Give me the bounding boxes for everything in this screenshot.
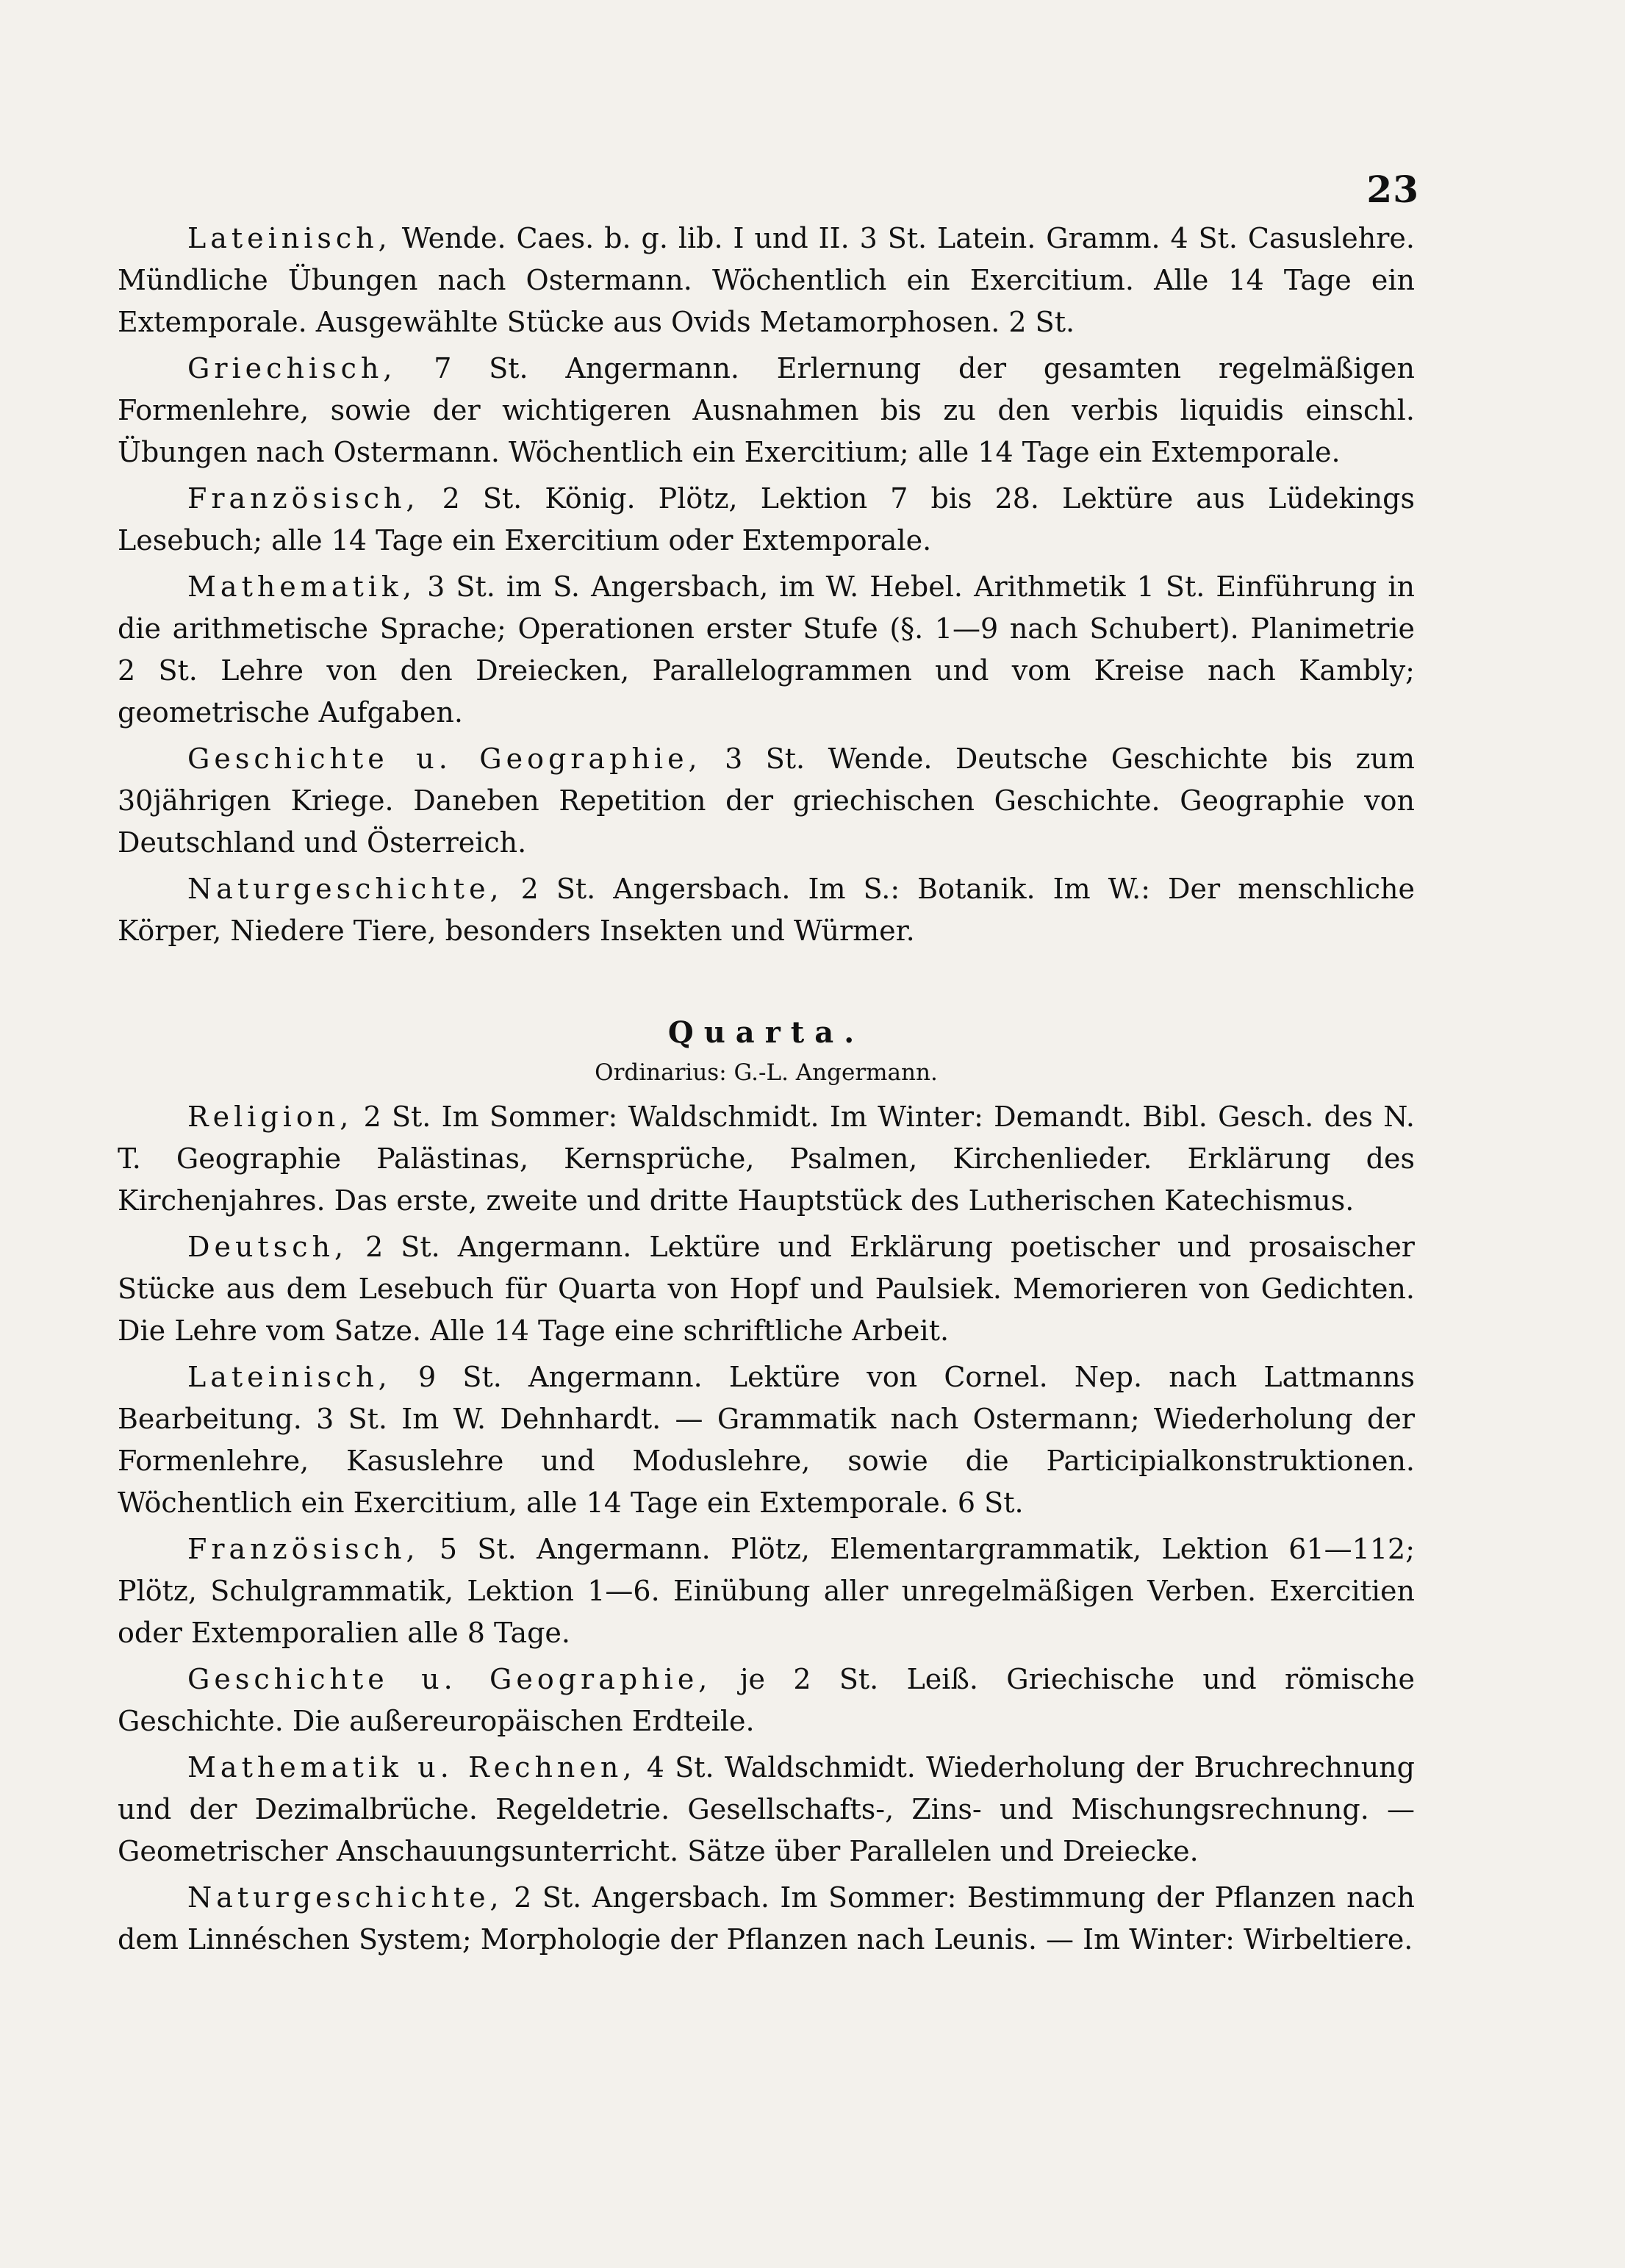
paragraph-latin-quarta	[118, 1356, 1415, 1524]
paragraph-text: 2 St. Angermann. Lektüre und Erklärung poetischer und prosaischer Stücke aus dem Lesebuch für Quarta von Hopf und Paulsiek. Memorieren von Gedichten. Die Lehre vom Satze. Alle 14 Tage eine schriftliche Arbeit.	[118, 1231, 1415, 1347]
paragraph-text: 3 St. Wende. Deutsche Geschichte bis zum 30jährigen Kriege. Daneben Repetition der griechischen Geschichte. Geographie von Deutschland und Österreich.	[118, 743, 1415, 859]
subject-heading: Geschichte u. Geographie,	[187, 1663, 712, 1695]
paragraph-natural-history-quarta	[118, 1877, 1415, 1961]
subject-heading: Religion,	[187, 1101, 354, 1133]
subject-heading: Naturgeschichte,	[187, 873, 503, 905]
page-number: 23	[1366, 168, 1419, 211]
paragraph-text: 3 St. im S. Angersbach, im W. Hebel. Arithmetik 1 St. Einführung in die arithmetische Sprache; Operationen erster Stufe (§. 1—9 nach Schubert). Planimetrie 2 St. Lehre von den Dreiecken, Parallelogrammen und vom Kreise nach Kambly; geometrische Aufgaben.	[118, 570, 1415, 729]
subject-heading: Naturgeschichte,	[187, 1881, 503, 1914]
subject-heading: Mathematik,	[187, 570, 417, 603]
paragraph-french-tertia	[118, 478, 1415, 562]
paragraph-latin-tertia	[118, 218, 1415, 343]
section-heading-quarta: Quarta.	[667, 1015, 865, 1050]
paragraph-history-quarta	[118, 1659, 1415, 1742]
paragraph-history-tertia	[118, 738, 1415, 864]
paragraph-text: 4 St. Waldschmidt. Wiederholung der Bruchrechnung und der Dezimalbrüche. Regeldetrie. Gesellschafts-, Zins- und Mischungsrechnung. — Geometrischer Anschauungsunterricht. Sätze über Parallelen und Dreiecke.	[118, 1751, 1415, 1867]
paragraph-text: 2 St. König. Plötz, Lektion 7 bis 28. Lektüre aus Lüdekings Lesebuch; alle 14 Tage ein Exercitium oder Extemporale.	[118, 482, 1415, 557]
paragraph-math-tertia	[118, 566, 1415, 734]
subject-heading: Französisch,	[187, 1533, 420, 1565]
paragraph-text: 2 St. Angersbach. Im Sommer: Bestimmung der Pflanzen nach dem Linnéschen System; Morphologie der Pflanzen nach Leunis. — Im Winter: Wirbeltiere.	[118, 1881, 1415, 1956]
paragraph-text: 7 St. Angermann. Erlernung der gesamten regelmäßigen Formenlehre, sowie der wichtigeren Ausnahmen bis zu den verbis liquidis einschl. Übungen nach Ostermann. Wöchentlich ein Exercitium; alle 14 Tage ein Extemporale.	[118, 352, 1415, 468]
paragraph-greek-tertia	[118, 348, 1415, 473]
paragraph-natural-history-tertia	[118, 868, 1415, 952]
paragraph-text: 5 St. Angermann. Plötz, Elementargrammatik, Lektion 61—112; Plötz, Schulgrammatik, Lektion 1—6. Einübung aller unregelmäßigen Verben. Exercitien oder Extemporalien alle 8 Tage.	[118, 1533, 1415, 1649]
subject-heading: Lateinisch,	[187, 1361, 392, 1393]
paragraph-religion-quarta	[118, 1096, 1415, 1222]
paragraph-math-quarta	[118, 1747, 1415, 1872]
paragraph-german-quarta	[118, 1226, 1415, 1352]
paragraph-text: 2 St. Im Sommer: Waldschmidt. Im Winter: Demandt. Bibl. Gesch. des N. T. Geographie Palästinas, Kernsprüche, Psalmen, Kirchenlieder. Erklärung des Kirchenjahres. Das erste, zweite und dritte Hauptstück des Lutherischen Katechismus.	[118, 1101, 1415, 1217]
subject-heading: Deutsch,	[187, 1231, 348, 1263]
paragraph-text: je 2 St. Leiß. Griechische und römische Geschichte. Die außereuropäischen Erdteile.	[118, 1663, 1415, 1737]
subject-heading: Mathematik u. Rechnen,	[187, 1751, 636, 1784]
subject-heading: Geschichte u. Geographie,	[187, 743, 702, 775]
subject-heading: Lateinisch,	[187, 222, 392, 254]
subject-heading: Griechisch,	[187, 352, 397, 384]
ordinarius-line: Ordinarius: G.-L. Angermann.	[595, 1059, 938, 1086]
paragraph-french-quarta	[118, 1528, 1415, 1654]
page-content	[118, 218, 1415, 1965]
paragraph-text: 9 St. Angermann. Lektüre von Cornel. Nep. nach Lattmanns Bearbeitung. 3 St. Im W. Dehnhardt. — Grammatik nach Ostermann; Wiederholung der Formenlehre, Kasuslehre und Moduslehre, sowie die Participialkonstruktionen. Wöchentlich ein Exercitium, alle 14 Tage ein Extemporale. 6 St.	[118, 1361, 1415, 1519]
paragraph-text: 2 St. Angersbach. Im S.: Botanik. Im W.: Der menschliche Körper, Niedere Tiere, besonders Insekten und Würmer.	[118, 873, 1415, 947]
subject-heading: Französisch,	[187, 482, 420, 515]
paragraph-text: Wende. Caes. b. g. lib. I und II. 3 St. Latein. Gramm. 4 St. Casuslehre. Mündliche Übungen nach Ostermann. Wöchentlich ein Exercitium. Alle 14 Tage ein Extemporale. Ausgewählte Stücke aus Ovids Metamorphosen. 2 St.	[118, 222, 1415, 338]
